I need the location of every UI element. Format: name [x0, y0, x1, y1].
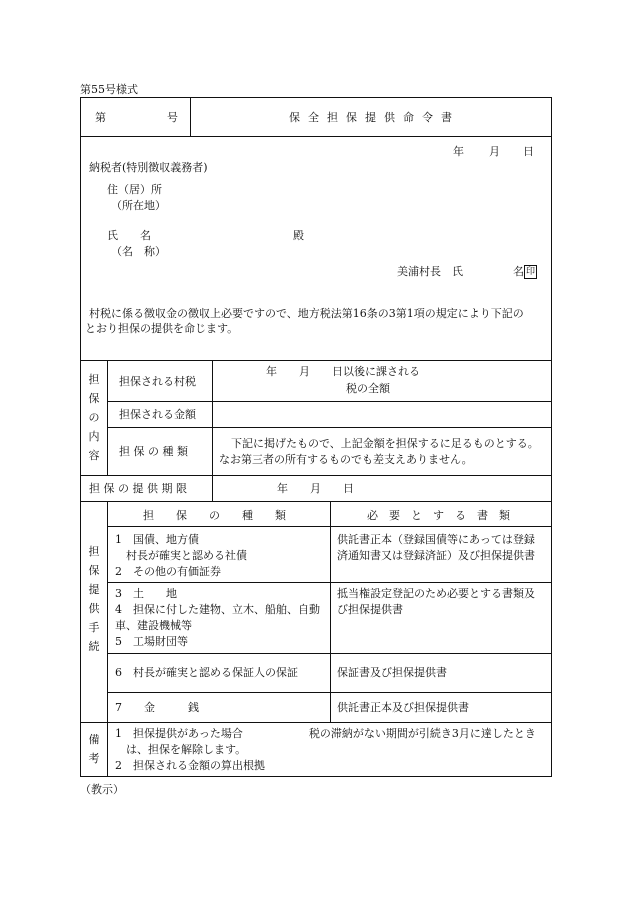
order-form: [80, 97, 552, 777]
security-type-label: 担 保 の 種 類: [119, 445, 188, 458]
remarks-side-label: 備 考: [88, 733, 100, 765]
taxpayer-label: 納税者(特別徴収義務者): [89, 161, 208, 174]
honorific: 殿: [293, 229, 304, 242]
name-label: 氏 名: [107, 229, 151, 242]
kind-row-2-line-4: 5 工場財団等: [115, 635, 188, 648]
docs-row-1-line-2: 済通知書又は登録済証）及び担保提供書: [337, 549, 535, 562]
issuer-title: 美浦村長 氏: [397, 265, 463, 278]
date-year: 年: [453, 145, 464, 158]
docs-row-3: 保証書及び担保提供書: [337, 666, 447, 679]
body-line-2: とおり担保の提供を命じます。: [85, 322, 239, 335]
address-sub-label: （所在地）: [111, 199, 166, 212]
kind-row-3: 6 村長が確実と認める保証人の保証: [115, 666, 298, 679]
form-title: 保全担保提供命令書: [289, 111, 460, 124]
name-sub-label: （名 称）: [111, 245, 166, 258]
kind-row-2-line-2: 4 担保に付した建物、立木、船舶、自動: [115, 603, 320, 616]
docs-row-1-line-1: 供託書正本（登録国債等にあっては登録: [337, 533, 535, 546]
form-number: 第55号様式: [80, 83, 138, 96]
issuer-name-suffix: 名 印: [513, 265, 535, 278]
secured-tax-value-1: 年 月 日以後に課される: [266, 365, 420, 378]
remarks-line-1: 1 担保提供があった場合 税の滞納がない期間が引続き3月に達したとき: [115, 727, 536, 740]
remarks-line-3: 2 担保される金額の算出根拠: [115, 759, 265, 772]
kind-row-1-line-2: 村長が確実と認める社債: [115, 549, 247, 562]
secured-amount-label: 担保される金額: [119, 408, 196, 421]
footer-note: （教示）: [80, 783, 124, 796]
security-type-value-2: なお第三者の所有するものでも差支えありません。: [219, 453, 473, 466]
docs-row-2-line-1: 抵当権設定登記のため必要とする書類及: [337, 587, 535, 600]
kind-row-2-line-1: 3 土 地: [115, 587, 177, 600]
kind-row-2-line-3: 車、建設機械等: [115, 619, 192, 632]
date-month: 月: [489, 145, 500, 158]
kind-row-4: 7 金 銭: [115, 701, 199, 714]
security-type-value-1: 下記に掲げたもので、上記金額を担保するに足るものとする。: [231, 437, 539, 450]
period-value: 年 月 日: [277, 482, 354, 495]
seal-mark: 印: [525, 267, 535, 277]
number-prefix: 第: [95, 111, 106, 124]
docs-row-2-line-2: び担保提供書: [337, 603, 403, 616]
address-label: 住（居）所: [107, 183, 162, 196]
kind-column-header: 担 保 の 種 類: [143, 509, 286, 522]
secured-tax-value-2: 税の全額: [346, 382, 390, 395]
content-side-label: 担 保 の 内 容: [88, 373, 100, 462]
kind-row-1-line-3: 2 その他の有価証券: [115, 565, 221, 578]
secured-tax-label: 担保される村税: [119, 375, 196, 388]
number-suffix: 号: [167, 111, 178, 124]
docs-column-header: 必 要 と す る 書 類: [367, 509, 510, 522]
docs-row-4: 供託書正本及び担保提供書: [337, 701, 469, 714]
remarks-line-2: は、担保を解除します。: [115, 743, 247, 756]
period-label: 担 保 の 提 供 期 限: [89, 482, 187, 495]
kind-row-1-line-1: 1 国債、地方債: [115, 533, 199, 546]
body-line-1: 村税に係る徴収金の徴収上必要ですので、地方税法第16条の3第1項の規定により下記の: [89, 307, 524, 320]
procedure-side-label: 担 保 提 供 手 続: [88, 545, 100, 653]
date-day: 日: [523, 145, 534, 158]
